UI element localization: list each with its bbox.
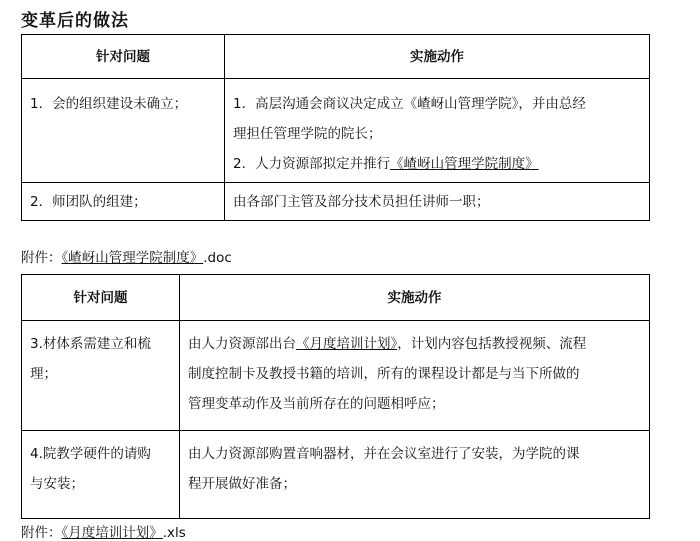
- header-action: 实施动作: [180, 275, 650, 321]
- action-line: 理担任管理学院的院长；: [233, 126, 382, 142]
- attachment-prefix: 附件：: [21, 250, 62, 266]
- attachment-line-2: [21, 521, 186, 541]
- issue-cell: 1．会的组织建设未确立；: [22, 79, 225, 183]
- action-line: 由人力资源部出台《月度培训计划》，计划内容包括教授视频、流程: [188, 336, 587, 352]
- attachment-ext: .xls: [162, 525, 186, 541]
- monthly-plan-link[interactable]: 《月度培训计划》: [296, 336, 398, 352]
- attachment-link[interactable]: 《嵖岈山管理学院制度》: [61, 250, 204, 266]
- header-action: 实施动作: [225, 35, 650, 79]
- issue-cell: 3.材体系需建立和梳 理；: [22, 321, 180, 431]
- header-issue: 针对问题: [22, 35, 225, 79]
- table-header-row: [22, 35, 650, 79]
- measures-table-2: [21, 274, 650, 519]
- attachment-prefix: 附件：: [21, 525, 62, 541]
- action-line: 制度控制卡及教授书籍的培训，所有的课程设计都是与当下所做的: [188, 366, 580, 382]
- action-cell: [180, 431, 650, 519]
- table-row: [22, 79, 650, 183]
- action-line: 管理变革动作及当前所存在的问题相呼应；: [188, 396, 445, 412]
- table-row: [22, 183, 650, 221]
- action-cell: [180, 321, 650, 431]
- action-line: 1．高层沟通会商议决定成立《嵖岈山管理学院》，并由总经: [233, 96, 586, 112]
- issue-cell: 2．师团队的组建；: [22, 183, 225, 221]
- issue-cell: 4.院教学硬件的请购 与安装；: [22, 431, 180, 519]
- action-line: 2．人力资源部拟定并推行《嵖岈山管理学院制度》: [233, 156, 539, 172]
- attachment-line-1: [21, 246, 232, 266]
- action-line: 由人力资源部购置音响器材，并在会议室进行了安装，为学院的课: [188, 446, 580, 462]
- action-line: 由各部门主管及部分技术员担任讲师一职；: [233, 193, 490, 210]
- action-cell: [225, 183, 650, 221]
- attachment-link[interactable]: 《月度培训计划》: [61, 525, 163, 541]
- action-cell: [225, 79, 650, 183]
- college-regulation-link[interactable]: 《嵖岈山管理学院制度》: [390, 156, 539, 172]
- table-header-row: [22, 275, 650, 321]
- table-row: [22, 321, 650, 431]
- attachment-ext: .doc: [203, 250, 232, 266]
- measures-table-1: [21, 34, 650, 221]
- table-row: [22, 431, 650, 519]
- action-line: 程开展做好准备；: [188, 476, 296, 492]
- section-title: 变革后的做法: [21, 11, 129, 31]
- header-issue: 针对问题: [22, 275, 180, 321]
